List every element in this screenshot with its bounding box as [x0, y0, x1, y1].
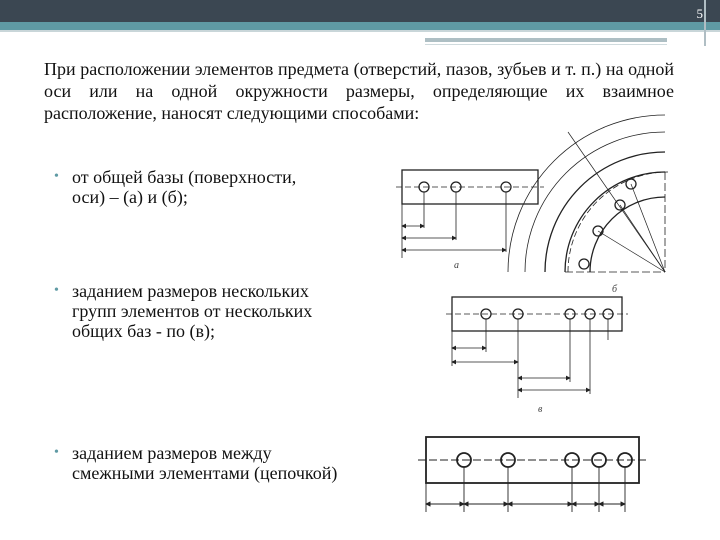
figure-a-label: а	[454, 260, 459, 271]
bullet-marker: •	[54, 283, 59, 298]
slide-number: 5	[696, 6, 703, 21]
figure-v	[446, 297, 628, 398]
figure-a	[396, 170, 544, 258]
figure-b-hole-4	[579, 259, 589, 269]
bullet-text: заданием размеров между смежными элементами (цепочкой)	[72, 443, 338, 483]
bullet-text: от общей базы (поверхности, оси) – (а) и (б);	[72, 167, 297, 207]
figure-b-label: б	[612, 284, 618, 295]
bullet-marker: •	[54, 445, 59, 460]
bullet-text: заданием размеров нескольких групп элементов от нескольких общих баз - по (в);	[72, 281, 313, 341]
figure-chain	[418, 437, 648, 512]
intro-paragraph: При расположении элементов предмета (отверстий, пазов, зубьев и т. п.) на одной оси или на одной окружности размеры, определяющие их взаимное расположение, наносят следующими способами:	[44, 59, 674, 123]
figure-b	[508, 115, 668, 272]
figure-v-label: в	[538, 404, 543, 415]
bullet-marker: •	[54, 169, 59, 184]
